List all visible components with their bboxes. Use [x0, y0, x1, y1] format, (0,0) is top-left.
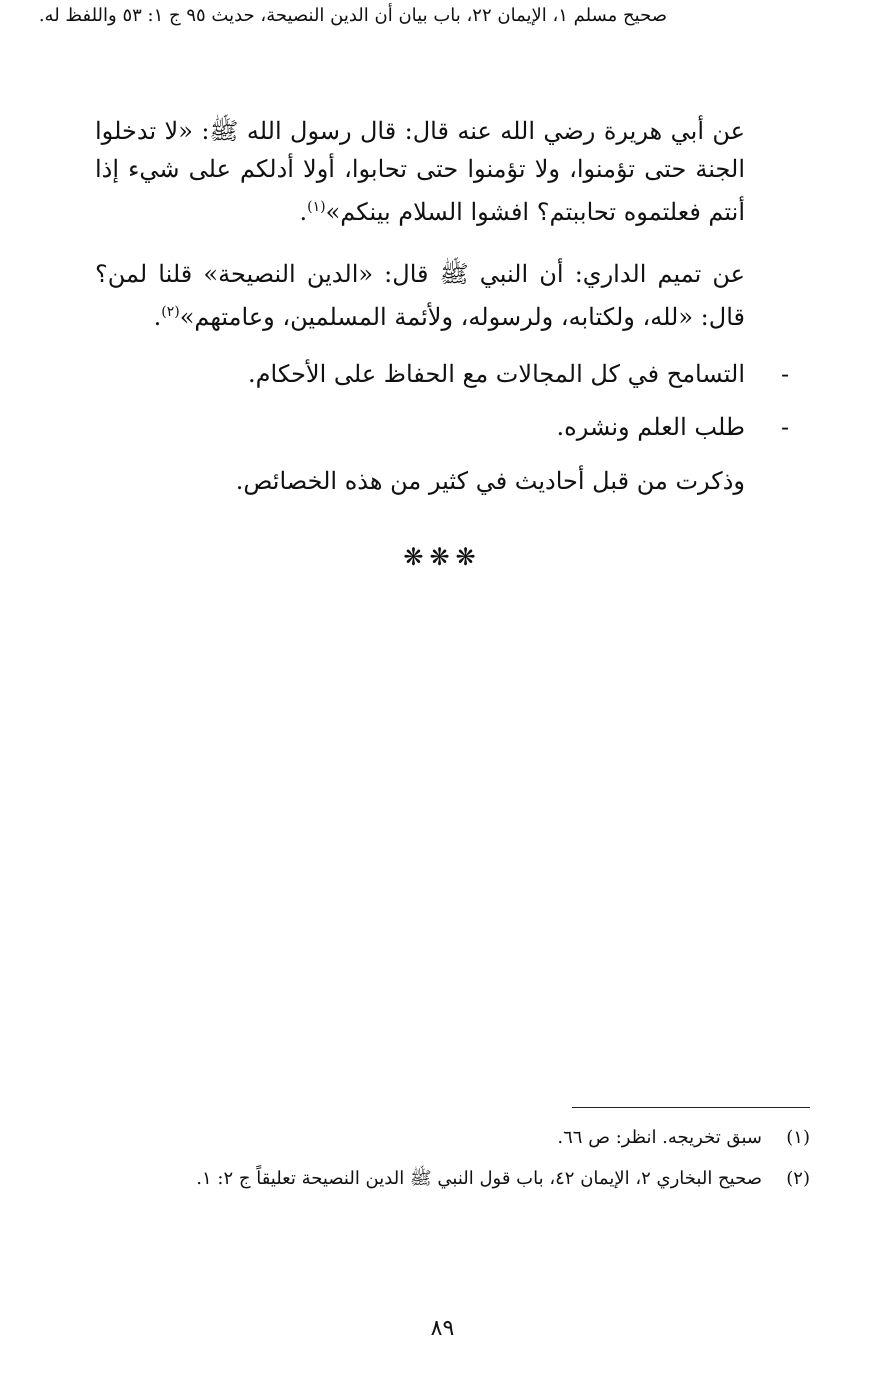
section-separator: ❋❋❋	[403, 543, 482, 571]
footnote-ref-2: (٢)	[161, 304, 180, 320]
list-item-text: التسامح في كل المجالات مع الحفاظ على الأحكام.	[248, 360, 745, 388]
dash-bullet: -	[780, 413, 790, 441]
footnote-2-continuation: صحيح مسلم ١، الإيمان ٢٢، باب بيان أن الدين النصيحة، حديث ٩٥ ج ١: ٥٣ واللفظ له.	[38, 5, 667, 26]
footnote-number: (١)	[786, 1127, 810, 1148]
hadith-paragraph-2	[95, 255, 745, 336]
paragraph-period: .	[299, 198, 308, 226]
dash-bullet: -	[780, 360, 790, 388]
footnote-text: صحيح البخاري ٢، الإيمان ٤٢، باب قول النبي ﷺ الدين النصيحة تعليقاً ج ٢: ١.	[196, 1168, 762, 1189]
footnote-number: (٢)	[786, 1168, 810, 1189]
closing-paragraph: وذكرت من قبل أحاديث في كثير من هذه الخصائص.	[235, 467, 745, 495]
list-item-text: طلب العلم ونشره.	[556, 413, 745, 441]
hadith-text-1: عن أبي هريرة رضي الله عنه قال: قال رسول الله ﷺ: «لا تدخلوا الجنة حتى تؤمنوا، ولا تؤمنوا حتى تحابوا، أولا أدلكم على شيء إذا أنتم فعلتموه تحاببتم؟ افشوا السلام بينكم»	[95, 117, 745, 226]
footnote-text: سبق تخريجه. انظر: ص ٦٦.	[557, 1127, 762, 1148]
footnote-2	[95, 1164, 810, 1194]
page-number: ٨٩	[430, 1316, 455, 1341]
list-item	[95, 408, 795, 448]
hadith-paragraph-1	[95, 112, 745, 231]
footnote-divider	[572, 1107, 810, 1108]
paragraph-period: .	[153, 303, 162, 331]
footnote-ref-1: (١)	[307, 199, 326, 215]
footnote-1	[95, 1123, 810, 1153]
hadith-text-2: عن تميم الداري: أن النبي ﷺ قال: «الدين النصيحة» قلنا لمن؟ قال: «لله، ولكتابه، ولرسوله، ولأئمة المسلمين، وعامتهم»	[95, 260, 745, 331]
list-item	[95, 355, 795, 395]
